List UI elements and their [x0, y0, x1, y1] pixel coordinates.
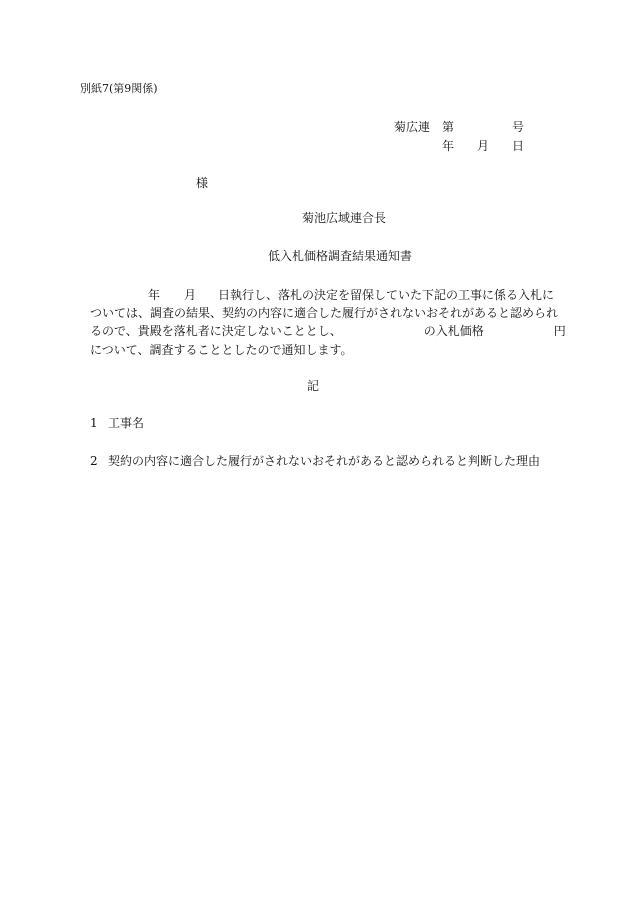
document-title: 低入札価格調査結果通知書: [268, 249, 413, 263]
body-month-label: 月: [184, 288, 197, 302]
body-line-3-start: るので、貴殿を落札者に決定しないこととし、: [90, 324, 342, 338]
body-line-4: について、調査することとしたので通知します。: [90, 343, 353, 357]
date-month-label: 月: [477, 139, 490, 153]
doc-number-prefix: 菊広連 第: [394, 120, 455, 134]
list-item: [90, 455, 540, 467]
item-number: 1: [90, 416, 98, 430]
item-text: 工事名: [108, 416, 145, 430]
body-line-3-middle: の入札価格: [423, 324, 484, 338]
addressee-suffix: 様: [196, 176, 209, 190]
item-text: 契約の内容に適合した履行がされないおそれがあると認められると判断した理由: [108, 454, 541, 468]
item-number: 2: [90, 454, 98, 468]
sender-name: 菊池広域連合長: [302, 211, 387, 225]
date-year-label: 年: [442, 139, 455, 153]
list-item: [90, 417, 144, 429]
body-line-3-end: 円: [553, 324, 566, 338]
body-line-1: [90, 289, 554, 301]
body-line-1-text: 日執行し、落札の決定を留保していた下記の工事に係る入札に: [218, 288, 555, 302]
body-year-label: 年: [148, 288, 161, 302]
date-day-label: 日: [512, 139, 525, 153]
reference-label: 別紙7(第9関係): [80, 82, 158, 95]
body-line-2: ついては、調査の結果、契約の内容に適合した履行がされないおそれがあると認められ: [90, 306, 559, 320]
doc-number-suffix: 号: [512, 120, 525, 134]
body-line-3: [90, 325, 566, 337]
ki-label: 記: [307, 379, 320, 393]
